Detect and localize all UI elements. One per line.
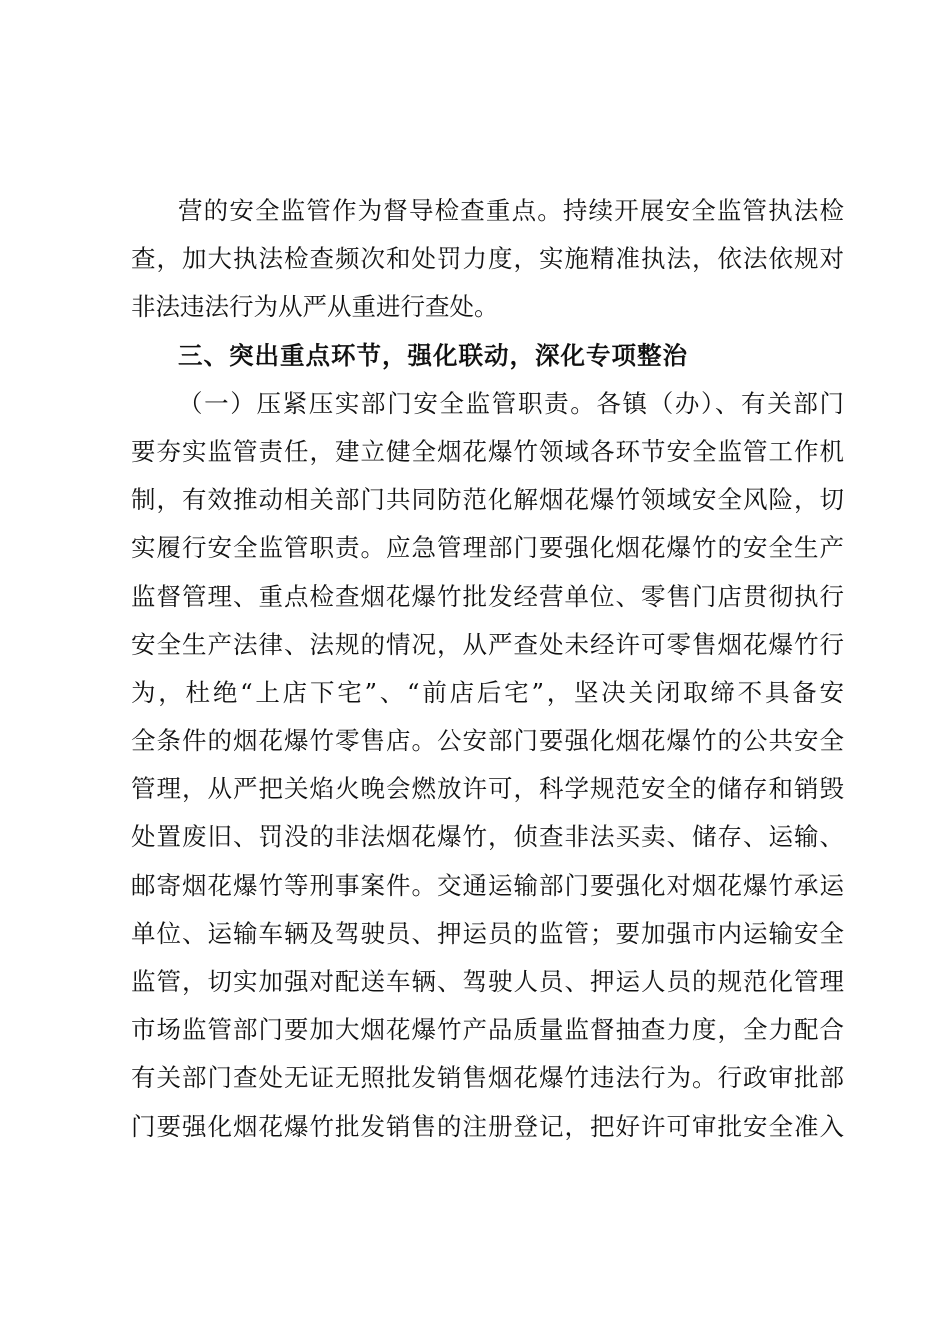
paragraph-line: 邮寄烟花爆竹等刑事案件。交通运输部门要强化对烟花爆竹承运: [131, 870, 844, 900]
paragraph-line: 非法违法行为从严从重进行查处。: [131, 292, 499, 322]
paragraph-line: 市场监管部门要加大烟花爆竹产品质量监督抽查力度，全力配合: [131, 1015, 844, 1045]
paragraph-line: 要夯实监管责任，建立健全烟花爆竹领域各环节安全监管工作机: [131, 436, 844, 466]
paragraph-line: 制，有效推动相关部门共同防范化解烟花爆竹领域安全风险，切: [131, 485, 844, 515]
paragraph-line: 处置废旧、罚没的非法烟花爆竹，侦查非法买卖、储存、运输、: [131, 822, 844, 852]
section-heading: 三、突出重点环节，强化联动，深化专项整治: [178, 340, 688, 370]
paragraph-line: 有关部门查处无证无照批发销售烟花爆竹违法行为。行政审批部: [131, 1063, 844, 1093]
paragraph-line: 监督管理、重点检查烟花爆竹批发经营单位、零售门店贯彻执行: [131, 581, 844, 611]
paragraph-line: 门要强化烟花爆竹批发销售的注册登记，把好许可审批安全准入: [131, 1111, 844, 1141]
paragraph-line: 单位、运输车辆及驾驶员、押运员的监管；要加强市内运输安全: [131, 918, 844, 948]
paragraph-line: 安全生产法律、法规的情况，从严查处未经许可零售烟花爆竹行: [131, 629, 844, 659]
paragraph-line: （一）压紧压实部门安全监管职责。各镇（办）、有关部门: [178, 388, 844, 418]
paragraph-line: 全条件的烟花爆竹零售店。公安部门要强化烟花爆竹的公共安全: [131, 726, 844, 756]
paragraph-line: 实履行安全监管职责。应急管理部门要强化烟花爆竹的安全生产: [131, 533, 844, 563]
paragraph-line: 营的安全监管作为督导检查重点。持续开展安全监管执法检: [178, 196, 844, 225]
paragraph-line: 查，加大执法检查频次和处罚力度，实施精准执法，依法依规对: [131, 244, 844, 274]
paragraph-line: 管理，从严把关焰火晚会燃放许可，科学规范安全的储存和销毁: [131, 774, 844, 804]
paragraph-line: 监管，切实加强对配送车辆、驾驶人员、押运人员的规范化管理: [131, 967, 844, 996]
paragraph-line: 为，杜绝“上店下宅”、“前店后宅”，坚决关闭取缔不具备安: [131, 677, 844, 707]
document-body: [131, 187, 844, 1151]
